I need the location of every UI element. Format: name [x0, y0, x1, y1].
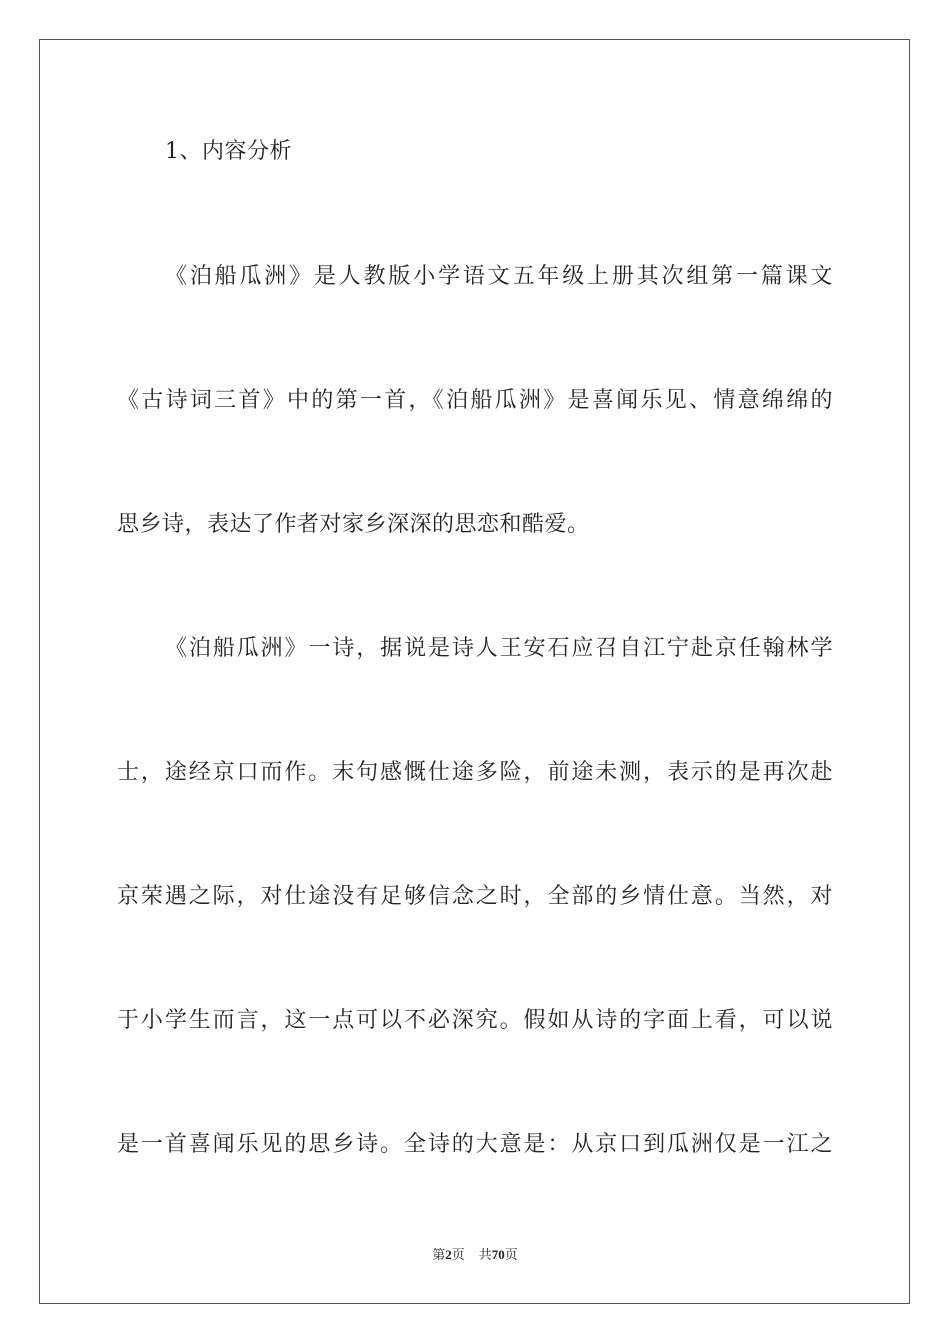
footer-page-suffix: 页 [451, 1248, 465, 1263]
paragraph-line: 《泊船瓜洲》一诗，据说是诗人王安石应召自江宁赴京任翰林学 [165, 636, 833, 661]
section-heading: 1、内容分析 [165, 139, 292, 164]
paragraph-line: 《古诗词三首》中的第一首，《泊船瓜洲》是喜闻乐见、情意绵绵的 [117, 388, 833, 413]
paragraph-line: 思乡诗，表达了作者对家乡深深的思恋和酷爱。 [117, 512, 590, 537]
page-footer [0, 1246, 950, 1265]
footer-total-prefix: 共 [478, 1248, 492, 1263]
footer-total-suffix: 页 [504, 1248, 518, 1263]
paragraph-line: 于小学生而言，这一点可以不必深究。假如从诗的字面上看，可以说 [117, 1008, 833, 1033]
paragraph-line: 是一首喜闻乐见的思乡诗。全诗的大意是：从京口到瓜洲仅是一江之 [117, 1132, 833, 1157]
paragraph-line: 京荣遇之际，对仕途没有足够信念之时，全部的乡情仕意。当然，对 [117, 884, 833, 909]
page-border [39, 39, 910, 1304]
footer-page-prefix: 第 [432, 1248, 446, 1263]
footer-page-number: 2 [445, 1247, 452, 1262]
footer-total-pages: 70 [491, 1247, 505, 1262]
paragraph-line: 士，途经京口而作。末句感慨仕途多险，前途未测，表示的是再次赴 [117, 760, 833, 785]
paragraph-line: 《泊船瓜洲》是人教版小学语文五年级上册其次组第一篇课文 [165, 264, 833, 289]
